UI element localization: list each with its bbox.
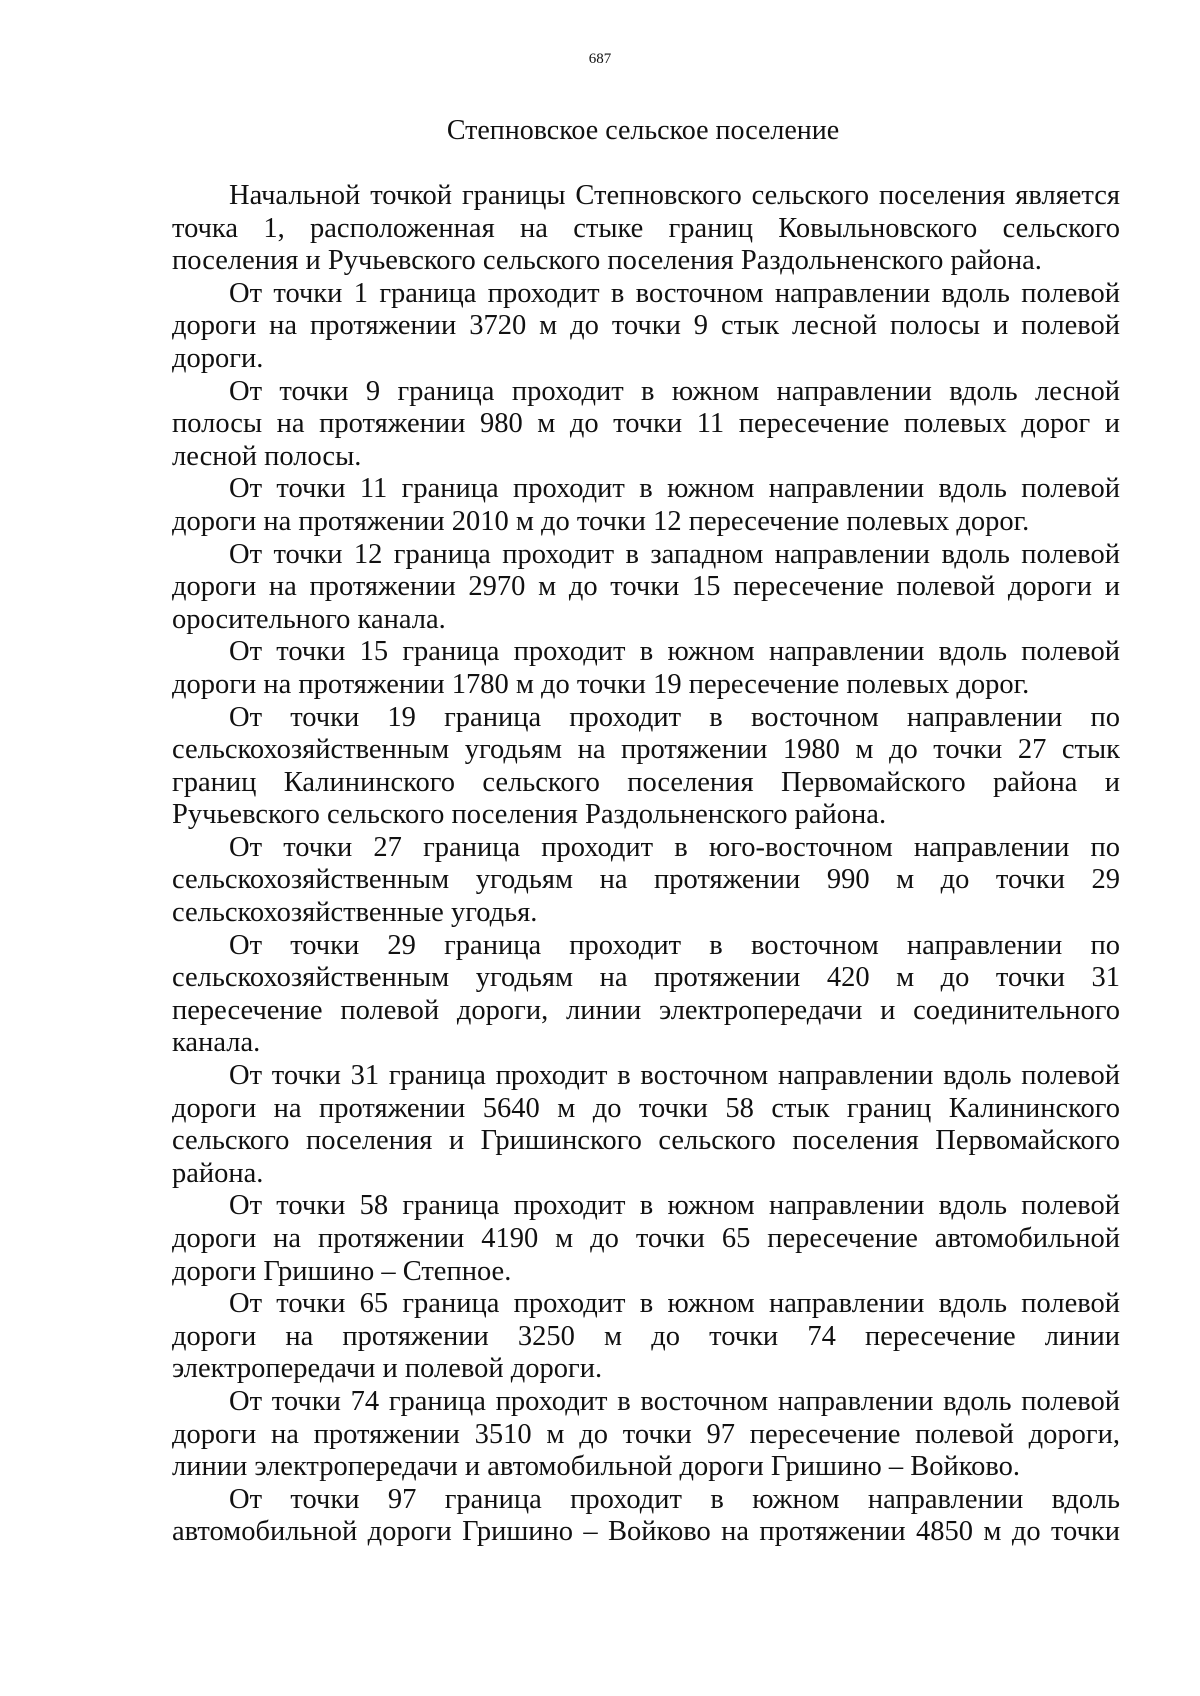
- paragraph-12: От точки 65 граница проходит в южном направлении вдоль полевой дороги на протяжении 3250 м до точки 74 пересечение линии электропередачи и полевой дороги.: [172, 1288, 1120, 1385]
- paragraph-3: От точки 9 граница проходит в южном направлении вдоль лесной полосы на протяжении 980 м до точки 11 пересечение полевых дорог и лесной полосы.: [172, 375, 1120, 472]
- paragraph-8: От точки 27 граница проходит в юго-восточном направлении по сельскохозяйственным угодьям на протяжении 990 м до точки 29 сельскохозяйственные угодья.: [172, 831, 1120, 929]
- paragraph-5: От точки 12 граница проходит в западном направлении вдоль полевой дороги на протяжении 2970 м до точки 15 пересечение полевой дороги и оросительного канала.: [172, 538, 1120, 635]
- paragraph-2: От точки 1 граница проходит в восточном направлении вдоль полевой дороги на протяжении 3720 м до точки 9 стык лесной полосы и полевой дороги.: [172, 277, 1120, 374]
- page-title: Степновское сельское поселение: [446, 115, 840, 146]
- paragraph-6: От точки 15 граница проходит в южном направлении вдоль полевой дороги на протяжении 1780 м до точки 19 пересечение полевых дорог.: [172, 636, 1120, 700]
- paragraph-11: От точки 58 граница проходит в южном направлении вдоль полевой дороги на протяжении 4190 м до точки 65 пересечение автомобильной дороги Гришино – Степное.: [172, 1190, 1120, 1287]
- document-body: [172, 180, 1120, 1549]
- paragraph-4: От точки 11 граница проходит в южном направлении вдоль полевой дороги на протяжении 2010 м до точки 12 пересечение полевых дорог.: [172, 473, 1120, 537]
- paragraph-9: От точки 29 граница проходит в восточном направлении по сельскохозяйственным угодьям на протяжении 420 м до точки 31 пересечение полевой дороги, линии электропередачи и соединительного канала.: [172, 929, 1120, 1059]
- paragraph-7: От точки 19 граница проходит в восточном направлении по сельскохозяйственным угодьям на протяжении 1980 м до точки 27 стык границ Калининского сельского поселения Первомайского района и Ручьевского сельского поселения Раздольненского района.: [172, 701, 1120, 831]
- paragraph-14: От точки 97 граница проходит в южном направлении вдоль автомобильной дороги Гришино – Войково на протяжении 4850 м до точки: [172, 1483, 1120, 1548]
- paragraph-1: Начальной точкой границы Степновского сельского поселения является точка 1, расположенная на стыке границ Ковыльновского сельского поселения и Ручьевского сельского поселения Раздольненского района.: [172, 180, 1120, 277]
- paragraph-13: От точки 74 граница проходит в восточном направлении вдоль полевой дороги на протяжении 3510 м до точки 97 пересечение полевой дороги, линии электропередачи и автомобильной дороги Гришино – Войково.: [172, 1385, 1120, 1483]
- paragraph-10: От точки 31 граница проходит в восточном направлении вдоль полевой дороги на протяжении 5640 м до точки 58 стык границ Калининского сельского поселения и Гришинского сельского поселения Первомайского района.: [172, 1060, 1120, 1189]
- page-number: 687: [588, 51, 612, 67]
